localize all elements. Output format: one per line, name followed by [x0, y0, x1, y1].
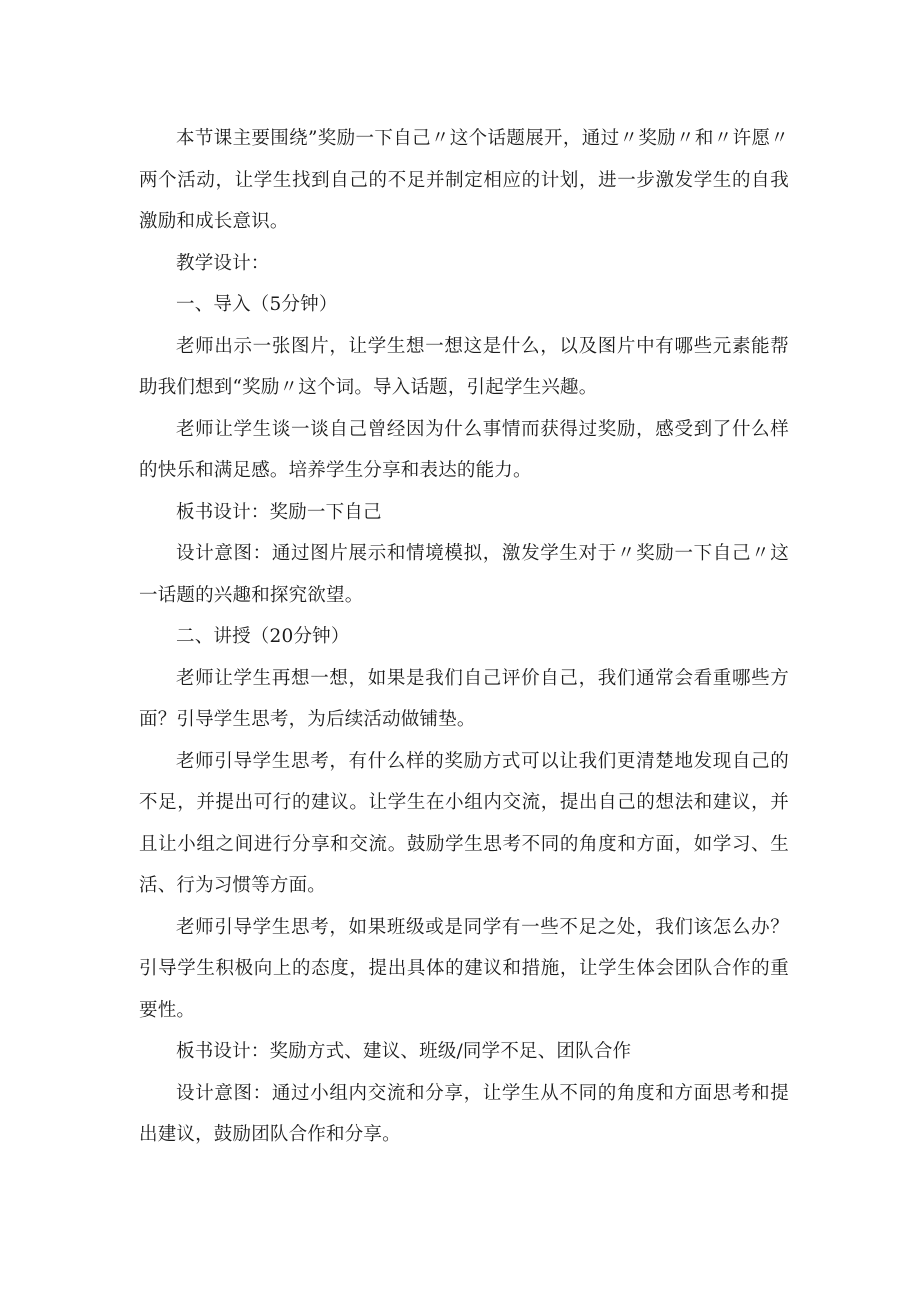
document-body: [139, 118, 789, 1156]
section-1-paragraph-2: 老师让学生谈一谈自己曾经因为什么事情而获得过奖励，感受到了什么样的快乐和满足感。培养学生分享和表达的能力。: [139, 418, 789, 481]
section-1-paragraph-1: 老师出示一张图片，让学生想一想这是什么，以及图片中有哪些元素能帮助我们想到“奖励〃这个词。导入话题，引起学生兴趣。: [139, 335, 789, 398]
section-2-design-intent: 设计意图：通过小组内交流和分享，让学生从不同的角度和方面思考和提出建议，鼓励团队合作和分享。: [139, 1082, 789, 1145]
section-2-paragraph-2: 老师引导学生思考，有什么样的奖励方式可以让我们更清楚地发现自己的不足，并提出可行的建议。让学生在小组内交流，提出自己的想法和建议，并且让小组之间进行分享和交流。鼓励学生思考不同的角度和方面，如学习、生活、行为习惯等方面。: [139, 750, 789, 896]
section-1-design-intent: 设计意图：通过图片展示和情境模拟，激发学生对于〃奖励一下自己〃这一话题的兴趣和探究欲望。: [139, 543, 789, 606]
teaching-design-heading: 教学设计：: [176, 252, 270, 274]
section-2-paragraph-1: 老师让学生再想一想，如果是我们自己评价自己，我们通常会看重哪些方面？引导学生思考，为后续活动做铺垫。: [139, 667, 789, 730]
section-2-heading: 二、讲授（20分钟）: [176, 626, 350, 647]
section-2-paragraph-3: 老师引导学生思考，如果班级或是同学有一些不足之处，我们该怎么办？引导学生积极向上的态度，提出具体的建议和措施，让学生体会团队合作的重要性。: [139, 916, 789, 1021]
section-1-heading: 一、导入（5分钟）: [176, 294, 338, 315]
section-2-board-design: 板书设计：奖励方式、建议、班级/同学不足、团队合作: [176, 1041, 632, 1062]
section-1-board-design: 板书设计：奖励一下自己: [176, 501, 382, 523]
intro-paragraph: 本节课主要围绕”奖励一下自己〃这个话题展开，通过〃奖励〃和〃许愿〃两个活动，让学生找到自己的不足并制定相应的计划，进一步激发学生的自我激励和成长意识。: [139, 128, 789, 232]
